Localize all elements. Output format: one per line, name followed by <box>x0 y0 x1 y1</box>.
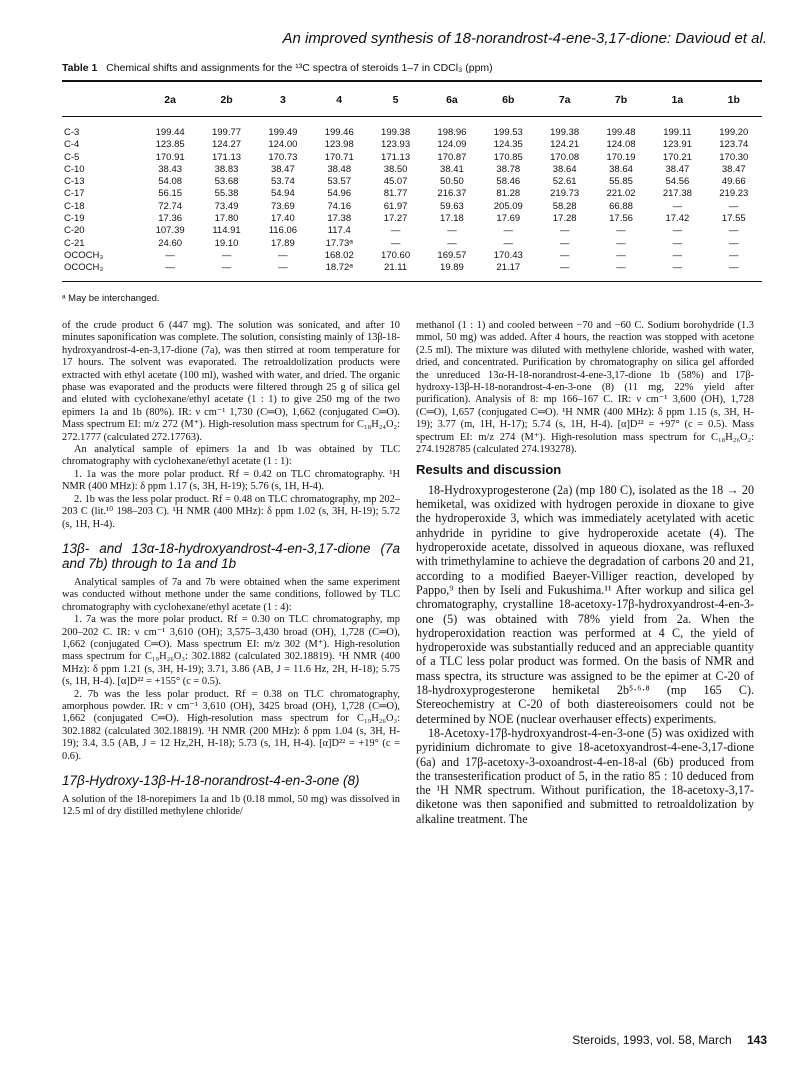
table-cell: 199.46 <box>324 127 354 138</box>
table-cell: 53.68 <box>214 176 239 188</box>
table-cell: — <box>616 262 626 274</box>
table-cell: 24.60 <box>158 237 183 249</box>
table-cell: 38.47 <box>270 163 295 175</box>
table-row <box>62 262 762 281</box>
table-cell: 54.94 <box>270 188 295 200</box>
table-cell: 170.91 <box>155 151 185 163</box>
column-header: 3 <box>255 81 311 117</box>
table-cell: 17.42 <box>665 213 690 225</box>
table-cell: 124.08 <box>606 139 636 151</box>
table-cell: 54.96 <box>327 188 352 200</box>
table-cell: 38.41 <box>440 163 464 175</box>
table-cell: 17.56 <box>609 213 633 225</box>
table-cell: 168.02 <box>324 249 354 261</box>
table-cell: 123.91 <box>662 139 692 151</box>
table-cell: 81.77 <box>383 188 408 200</box>
table-cell: 55.38 <box>214 188 239 200</box>
table-cell: 52.61 <box>552 176 577 188</box>
table-cell: 205.09 <box>493 200 523 212</box>
section-heading: 17β-Hydroxy-13β-H-18-norandrost-4-en-3-one (8) <box>62 773 360 788</box>
table-cell: — <box>278 249 288 261</box>
paragraph: 1. 7a was the more polar product. Rf = 0.30 on TLC chromatography, mp 200–202 C. IR: ν cm⁻¹ 3,610 (OH); 3,575–3,430 broad (OH), 1,728 (C═O), 1,662 (conjugated C═O). Mass spectrum EI: m/z 302 (M⁺). High-resolution mass spectrum for C₁₉H₂₆O₃: 302.1882 (calculated 302.18819). ¹H NMR (400 MHz): δ ppm 1.21 (s, 3H, H-19); 3.71, 3.86 (AB, J = 11.6 Hz, 2H, H-18); 5.75 (s, 1H, H-4). [α]D²² = +155° (c = 0.5). <box>62 614 400 688</box>
table-cell: 199.11 <box>663 127 692 138</box>
table-cell: 170.71 <box>324 151 354 163</box>
table-cell: 199.49 <box>268 127 298 138</box>
table-caption-text: Chemical shifts and assignments for the ¹³C spectra of steroids 1–7 in CDCl₃ (ppm) <box>106 62 493 74</box>
table-cell: 170.21 <box>662 151 692 163</box>
table-cell: 199.38 <box>381 127 411 138</box>
table-cell: — <box>503 225 514 237</box>
table-cell: 17.36 <box>158 213 183 225</box>
table-cell: 38.47 <box>721 163 746 175</box>
section-heading: 13β- and 13α-18-hydroxyandrost-4-en-3,17-dione (7a and 7b) through to 1a and 1b <box>62 540 400 571</box>
table-cell: 219.73 <box>550 188 580 200</box>
table-cell: 19.89 <box>440 262 464 274</box>
paragraph: 18-Acetoxy-17β-hydroxyandrost-4-en-3-one (5) was oxidized with pyridinium dichromate to give 18-acetoxyandrost-4-ene-3,17-dione (6a) and 17β-acetoxy-3-oxoandrost-4-en-18-al (6b) produced from the transesterification product of 5, in the ratio 85 : 10 deduced from the ¹H NMR spectrum. Without purification, the 18-acetoxy-3,17-diketone was then saponified and submitted to retroaldolization by alkaline treatment. The <box>416 725 754 826</box>
table-cell: 170.08 <box>550 151 580 163</box>
table-cell: 170.85 <box>493 151 523 163</box>
table-cell: 54.08 <box>158 176 183 188</box>
paragraph: Analytical samples of 7a and 7b were obtained when the same experiment was conducted without methone under the same conditions, followed by TLC chromatography with cyclohexane/ethyl acetate (1 : 4): <box>62 576 400 613</box>
table-cell: 124.35 <box>493 139 523 151</box>
left-column <box>62 320 400 819</box>
row-label: C-3 <box>64 127 80 138</box>
column-header: 7a <box>536 81 592 117</box>
table-cell: 107.39 <box>155 225 185 237</box>
table-cell: 21.17 <box>496 262 521 274</box>
paragraph: of the crude product 6 (447 mg). The solution was sonicated, and after 10 minutes saponification was complete. The solution, consisting mainly of 13β-18-hydroxyandrost-4-en-3,17-dione (7a), was then stirred at room temperature for 17 hours. The solvent was evaporated. The retroaldolization products were extracted with ethyl acetate (100 ml), washed with water, and dried. The organic phase was evaporated and the products were filtered through 25 g of silica gel and eluted with cyclohexane/ethyl acetate (1 : 1) to give 250 mg of the two epimers 1a and 1b (80%). IR: ν cm⁻¹ 1,730 (C═O), 1,662 (conjugated C═O). Mass spectrum EI: m/z 272 (M⁺). High-resolution mass spectrum for C₁₈H₂₄O₂: 272.1777 (calculated 272.17763). <box>62 320 400 443</box>
row-label: C-4 <box>64 139 80 151</box>
table-cell: 38.48 <box>327 163 352 175</box>
table-row <box>62 201 762 213</box>
table-cell: 17.28 <box>552 213 577 225</box>
shift-table <box>62 80 762 283</box>
right-column <box>416 320 754 826</box>
table-caption <box>62 62 493 74</box>
table-cell: — <box>672 237 683 249</box>
column-header: 7b <box>593 81 649 117</box>
table-cell: 123.93 <box>381 139 411 151</box>
row-label: C-20 <box>64 225 85 237</box>
table-cell: 54.56 <box>665 176 690 188</box>
table-cell: — <box>729 249 739 261</box>
table-cell: 170.60 <box>381 249 411 261</box>
table-cell: 66.88 <box>609 200 633 212</box>
table-cell: — <box>729 225 739 237</box>
table-cell: 45.07 <box>383 176 408 188</box>
column-header: 1a <box>649 81 705 117</box>
table-cell: 169.57 <box>437 249 467 261</box>
table-cell: 58.28 <box>552 200 577 212</box>
row-label: C-13 <box>64 176 85 188</box>
table-row <box>62 139 762 151</box>
table-row <box>62 117 762 140</box>
table-cell: — <box>503 237 514 249</box>
table-cell: 170.87 <box>437 151 467 163</box>
table-cell: 55.85 <box>609 176 633 188</box>
row-label: C-10 <box>64 163 85 175</box>
table-cell: 56.15 <box>158 188 183 200</box>
table-cell: 53.74 <box>270 176 295 188</box>
table-cell: — <box>165 262 175 274</box>
table-cell: 17.55 <box>721 213 746 225</box>
table-cell: 17.73ᵃ <box>325 237 353 249</box>
table-cell: 73.69 <box>270 200 295 212</box>
paragraph: A solution of the 18-norepimers 1a and 1b (0.18 mmol, 50 mg) was dissolved in 12.5 ml of dry distilled methylene chloride/ <box>62 794 400 818</box>
table-cell: 73.49 <box>214 200 239 212</box>
table-cell: 116.06 <box>268 225 298 237</box>
table-cell: 171.13 <box>381 151 411 163</box>
table-cell: 38.78 <box>496 163 521 175</box>
table-cell: 123.85 <box>155 139 185 151</box>
table-cell: 61.97 <box>383 200 408 212</box>
table-cell: 17.38 <box>327 213 352 225</box>
table-row <box>62 225 762 237</box>
row-label: C-17 <box>64 188 85 200</box>
table-cell: — <box>729 262 739 274</box>
table-row <box>62 250 762 262</box>
table-cell: 170.19 <box>606 151 636 163</box>
table-cell: 53.57 <box>327 176 352 188</box>
table-cell: 17.89 <box>270 237 295 249</box>
page-number: 143 <box>746 1033 767 1047</box>
table-cell: — <box>278 262 288 274</box>
table-cell: 123.74 <box>719 139 749 151</box>
table-cell: 18.72ᵃ <box>325 262 353 274</box>
paragraph: 18-Hydroxyprogesterone (2a) (mp 180 C), isolated as the 18 → 20 hemiketal, was oxidized with hydrogen peroxide in dioxane to give the hydroperoxide 3, which was immediately acetylated with acetic anhydride in pyridine to give hydroperoxide acetate (4). The hydroperoxide acetate, dissolved in aqueous dioxane, was refluxed with trimethylamine to achieve the degradation of carbons 20 and 21, according to a modified Baeyer-Villiger reaction, developed by Pappo,⁹ then by Iseli and Fukushima.¹¹ After workup and silica gel chromatography, crystalline 18-acetoxy-17β-hydroxyandrost-4-en-3-one (5) was obtained with 78% yield from 2a. When the hydroperoxidation reaction was performed at 4 C, the yield of hydroperoxide was substantially reduced and an appreciable quantity of a TLC less polar product was formed. On the basis of NMR and mass spectra, its structure was assigned to be the epimer at C-20 of 18-hydroxyprogesterone hemiketal 2b⁵·⁶·⁸ (mp 165 C). Stereochemistry at C-20 of both diastereoisomers could not be determined by NOE (nuclear overhauser effects) experiments. <box>416 482 754 726</box>
table-cell: — <box>221 262 232 274</box>
table-cell: 170.30 <box>719 151 749 163</box>
table-cell: — <box>672 249 683 261</box>
table-cell: — <box>672 200 683 212</box>
table-cell: — <box>672 225 683 237</box>
journal-citation: Steroids, 1993, vol. 58, March <box>572 1033 732 1047</box>
section-heading: Results and discussion <box>416 462 562 478</box>
paragraph: An analytical sample of epimers 1a and 1b was obtained by TLC chromatography with cyclohexane/ethyl acetate (1 : 1): <box>62 444 400 468</box>
table-cell: 19.10 <box>214 237 239 249</box>
table-cell: 50.50 <box>440 176 464 188</box>
table-cell: 199.44 <box>155 127 185 138</box>
table-cell: 38.83 <box>214 163 239 175</box>
paragraph: methanol (1 : 1) and cooled between −70 and −60 C. Sodium borohydride (1.3 mmol, 50 mg) was added. After 4 hours, the reaction was stopped with acetone (2.5 ml). The mixture was diluted with methylene chloride, washed with water, dried, and concentrated. Purification by chromatography on silica gel afforded the unreduced 13α-H-18-norandrost-4-ene-3,17-dione 1b (58%) and 17β-hydroxy-13β-H-18-norandrost-4-en-3-one (8) (11 mg, 22% yield after purification). Analysis of 8: mp 166–167 C. IR: ν cm⁻¹ 3,600 (OH), 1,728 (C═O), 1,657 (conjugated C═O). ¹H NMR (400 MHz): δ ppm 1.15 (s, 3H, H-19); 3.77 (m, 1H, H-17); 5.74 (s, 1H, H-4). [α]D²² = +97° (c = 0.5). Mass spectrum EI: m/z 274 (M⁺). High-resolution mass spectrum for C₁₈H₂₆O₂: 274.1928785 (calculated 274.193278). <box>416 320 754 456</box>
running-head: An improved synthesis of 18-norandrost-4-ene-3,17-dione: Davioud et al. <box>282 30 767 47</box>
row-label: C-18 <box>64 200 85 212</box>
table-cell: 17.80 <box>214 213 239 225</box>
table-cell: — <box>672 262 683 274</box>
table-cell: 171.13 <box>211 151 242 163</box>
table-cell: — <box>559 225 570 237</box>
table-cell: 221.02 <box>606 188 636 200</box>
table-row <box>62 238 762 250</box>
table-cell: 124.00 <box>268 139 298 151</box>
table-cell: 216.37 <box>437 188 467 200</box>
column-header: 5 <box>367 81 423 117</box>
paragraph: 2. 1b was the less polar product. Rf = 0.48 on TLC chromatography, mp 202–203 C (lit.¹⁰ 198–203 C). ¹H NMR (400 MHz): δ ppm 1.02 (s, 3H, H-19); 5.72 (s, 1H, H-4). <box>62 493 400 530</box>
row-label: C-19 <box>64 213 85 225</box>
row-label: OCOCH₃ <box>64 262 104 274</box>
table-cell: 199.20 <box>719 127 749 138</box>
table-row <box>62 188 762 200</box>
table-cell: 124.27 <box>211 139 242 151</box>
table-cell: 199.77 <box>211 127 242 138</box>
table-cell: — <box>165 249 175 261</box>
table-row <box>62 164 762 176</box>
row-label: OCOCH₃ <box>64 249 104 261</box>
table-footnote: ᵃ May be interchanged. <box>62 293 160 304</box>
table-cell: — <box>447 237 457 249</box>
table-row <box>62 213 762 225</box>
table-cell: 17.18 <box>440 213 464 225</box>
table-cell: 59.63 <box>440 200 464 212</box>
table-cell: 170.43 <box>493 249 523 261</box>
table-cell: 49.66 <box>721 176 746 188</box>
table-cell: 114.91 <box>212 225 241 237</box>
table-cell: 21.11 <box>384 262 408 274</box>
table-cell: — <box>616 249 626 261</box>
table-cell: 17.27 <box>383 213 408 225</box>
table-cell: — <box>390 237 401 249</box>
table-cell: 58.46 <box>496 176 521 188</box>
table-cell: 81.28 <box>496 188 521 200</box>
table-cell: 199.38 <box>550 127 580 138</box>
table-cell: 123.98 <box>324 139 354 151</box>
table-cell: 38.50 <box>383 163 408 175</box>
column-header: 2b <box>198 81 254 117</box>
table-cell: 124.09 <box>437 139 467 151</box>
table-cell: 219.23 <box>719 188 749 200</box>
table-cell: 17.40 <box>270 213 295 225</box>
page-footer <box>572 1033 767 1047</box>
column-header: 6a <box>424 81 480 117</box>
column-header: 4 <box>311 81 367 117</box>
table-cell: 38.64 <box>609 163 633 175</box>
table-cell: 198.96 <box>437 127 467 138</box>
paragraph: 2. 7b was the less polar product. Rf = 0.38 on TLC chromatography, amorphous powder. IR: ν cm⁻¹ 3,610 (OH), 3425 broad (OH), 1,728 (C═O), 1,662 (conjugated C═O). High-resolution mass spectrum for C₁₉H₂₆O₃: 302.1882 (calculated 302.18819). ¹H NMR (200 MHz): δ ppm 1.04 (s, 3H, H-19); 3.4, 3.5 (AB, J = 12 Hz,2H, H-18); 5.73 (s, 1H, H-4). [α]D²² = +19° (c = 0.6). <box>62 688 400 762</box>
table-cell: — <box>729 237 739 249</box>
table-cell: 17.69 <box>496 213 521 225</box>
table-cell: 72.74 <box>158 200 183 212</box>
column-header <box>62 81 142 117</box>
table-cell: — <box>221 249 232 261</box>
table-row <box>62 152 762 164</box>
table-cell: 38.47 <box>665 163 690 175</box>
table-cell: 38.64 <box>552 163 577 175</box>
paragraph: 1. 1a was the more polar product. Rf = 0.42 on TLC chromatography. ¹H NMR (400 MHz): δ ppm 1.17 (s, 3H, H-19); 5.76 (s, 1H, H-4). <box>62 468 400 493</box>
table-label: Table 1 <box>62 62 98 74</box>
table-row <box>62 176 762 188</box>
row-label: C-5 <box>64 151 80 163</box>
table-cell: 74.16 <box>327 200 352 212</box>
column-header: 2a <box>142 81 198 117</box>
table-cell: — <box>616 225 626 237</box>
table-cell: 170.73 <box>268 151 298 163</box>
table-cell: — <box>447 225 457 237</box>
table-cell: 199.48 <box>606 127 636 138</box>
table-cell: 38.43 <box>158 163 183 175</box>
table-cell: 124.21 <box>550 139 580 151</box>
table-cell: — <box>390 225 401 237</box>
table-cell: — <box>559 262 570 274</box>
row-label: C-21 <box>64 237 85 249</box>
table-cell: — <box>559 237 570 249</box>
table-cell: 117.4 <box>327 225 351 237</box>
table-cell: 199.53 <box>493 127 523 138</box>
column-header: 1b <box>706 81 762 117</box>
table-cell: — <box>559 249 570 261</box>
table-cell: — <box>729 200 739 212</box>
table-cell: — <box>616 237 626 249</box>
table-cell: 217.38 <box>662 188 692 200</box>
column-header: 6b <box>480 81 536 117</box>
